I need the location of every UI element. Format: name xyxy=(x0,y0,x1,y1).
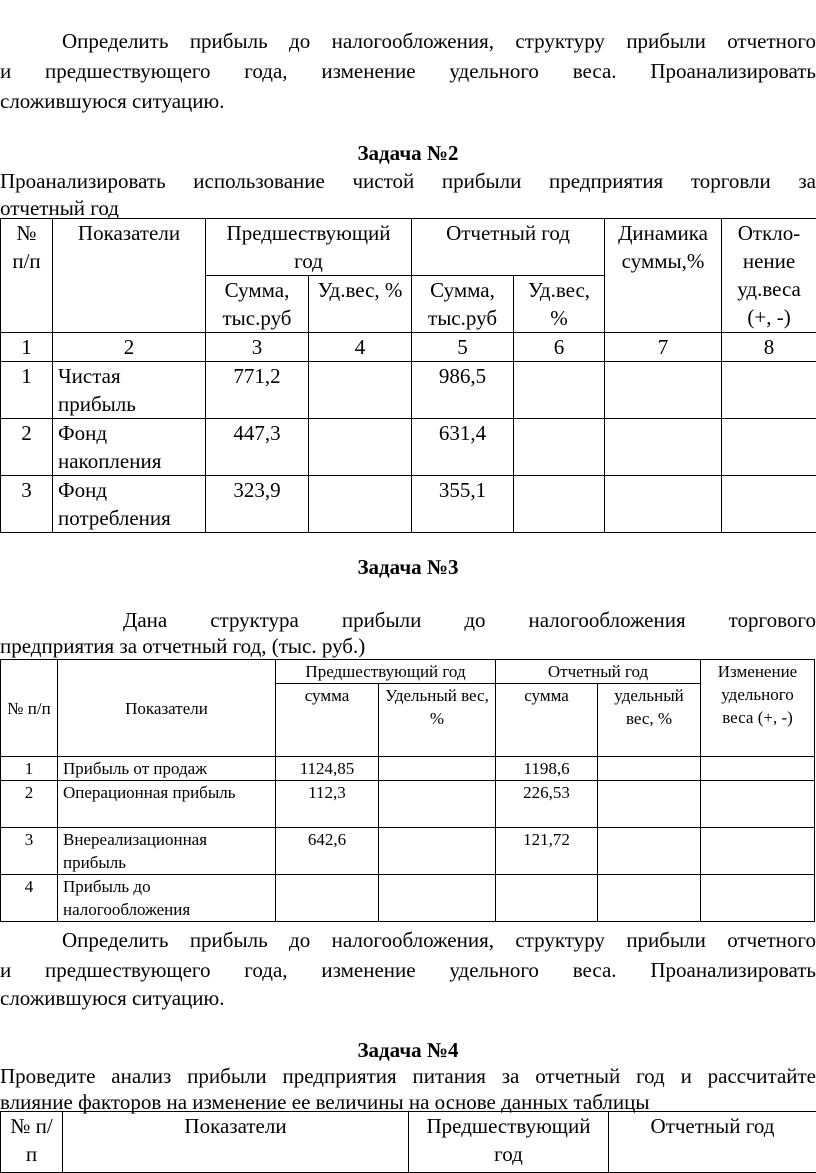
task2-text-line-2: отчетный год xyxy=(0,194,816,222)
task3-heading: Задача №3 xyxy=(0,553,816,581)
row-prev-share xyxy=(379,828,496,875)
table-row xyxy=(1,757,815,781)
row-change xyxy=(701,875,815,922)
row-change xyxy=(701,828,815,875)
table-row xyxy=(1,781,815,828)
header-dynamics: Динамика суммы,% xyxy=(605,219,722,333)
row-rep-sum: 631,4 xyxy=(412,419,514,476)
col-number: 4 xyxy=(309,333,412,362)
header-sum-prev: сумма xyxy=(276,684,379,757)
row-change xyxy=(701,781,815,828)
header-indicators: Показатели xyxy=(58,660,276,757)
col-number: 3 xyxy=(206,333,309,362)
row-number: 3 xyxy=(1,476,53,533)
row-name: Операционная прибыль xyxy=(58,781,276,828)
row-prev-share xyxy=(379,757,496,781)
row-rep-sum: 986,5 xyxy=(412,362,514,419)
header-deviation: Откло-нение уд.веса (+, -) xyxy=(722,219,816,333)
row-number: 3 xyxy=(1,828,58,875)
table-row xyxy=(1,875,815,922)
table-row xyxy=(1,828,815,875)
row-rep-share xyxy=(598,757,701,781)
header-num: № п/п xyxy=(1,219,53,333)
header-prev-year: Предшествующий год xyxy=(206,219,412,276)
row-rep-sum: 226,53 xyxy=(496,781,598,828)
table-header-row xyxy=(1,219,816,276)
row-prev-share xyxy=(379,875,496,922)
col-number: 8 xyxy=(722,333,816,362)
task2-heading: Задача №2 xyxy=(0,139,816,167)
table-header-row xyxy=(1,1112,816,1173)
task3-after-line-3: сложившуюся ситуацию. xyxy=(0,984,816,1012)
row-name: Прибыль до налогообложения xyxy=(58,875,276,922)
header-prev-year: Предшествующий год xyxy=(276,660,496,684)
row-rep-sum xyxy=(496,875,598,922)
row-prev-sum: 447,3 xyxy=(206,419,309,476)
row-prev-share xyxy=(309,362,412,419)
task2-table xyxy=(0,218,816,533)
header-indicators: Показатели xyxy=(53,219,206,333)
header-sum-rep: Сумма, тыс.руб xyxy=(412,276,514,333)
col-number: 2 xyxy=(53,333,206,362)
table-row xyxy=(1,476,816,533)
row-number: 1 xyxy=(1,757,58,781)
row-rep-sum: 1198,6 xyxy=(496,757,598,781)
row-dynamics xyxy=(605,419,722,476)
col-number: 6 xyxy=(514,333,605,362)
intro-line-2: и предшествующего года, изменение удельного веса. Проанализировать xyxy=(0,57,816,85)
row-dynamics xyxy=(605,476,722,533)
row-prev-share xyxy=(309,476,412,533)
header-num: № п/п xyxy=(1,1112,63,1173)
row-rep-share xyxy=(598,828,701,875)
row-name: Чистая прибыль xyxy=(53,362,206,419)
header-num: № п/п xyxy=(1,660,58,757)
row-prev-sum: 771,2 xyxy=(206,362,309,419)
header-report-year: Отчетный год xyxy=(609,1112,816,1173)
row-prev-sum xyxy=(276,875,379,922)
header-share-rep: удельный вес, % xyxy=(598,684,701,757)
task4-heading: Задача №4 xyxy=(0,1036,816,1064)
row-rep-share xyxy=(598,875,701,922)
task4-text-line-2: влияние факторов на изменение ее величины на основе данных таблицы xyxy=(0,1088,816,1116)
row-name: Фонд потребления xyxy=(53,476,206,533)
row-number: 4 xyxy=(1,875,58,922)
task3-text-line-1: Дана структура прибыли до налогообложения торгового xyxy=(0,606,816,634)
task4-text-line-1: Проведите анализ прибыли предприятия питания за отчетный год и рассчитайте xyxy=(0,1062,816,1090)
col-number: 5 xyxy=(412,333,514,362)
header-change: Изменение удельного веса (+, -) xyxy=(701,660,815,757)
header-prev-year: Предшествующий год xyxy=(409,1112,609,1173)
task2-text-line-1: Проанализировать использование чистой прибыли предприятия торговли за xyxy=(0,167,816,195)
task4-table xyxy=(0,1111,816,1173)
task3-table xyxy=(0,659,815,922)
header-share-prev: Уд.вес, % xyxy=(309,276,412,333)
table-header-row xyxy=(1,660,815,684)
header-share-prev: Удельный вес, % xyxy=(379,684,496,757)
row-rep-share xyxy=(598,781,701,828)
row-name: Фонд накопления xyxy=(53,419,206,476)
row-rep-sum: 121,72 xyxy=(496,828,598,875)
row-prev-sum: 642,6 xyxy=(276,828,379,875)
row-prev-share xyxy=(379,781,496,828)
row-change xyxy=(701,757,815,781)
task3-after-line-2: и предшествующего года, изменение удельного веса. Проанализировать xyxy=(0,956,816,984)
table-row xyxy=(1,362,816,419)
task3-text-line-2: предприятия за отчетный год, (тыс. руб.) xyxy=(0,632,816,660)
row-name: Прибыль от продаж xyxy=(58,757,276,781)
row-number: 1 xyxy=(1,362,53,419)
row-deviation xyxy=(722,419,816,476)
header-report-year: Отчетный год xyxy=(412,219,605,276)
header-share-rep: Уд.вес, % xyxy=(514,276,605,333)
header-sum-prev: Сумма, тыс.руб xyxy=(206,276,309,333)
row-number: 2 xyxy=(1,781,58,828)
row-rep-share xyxy=(514,362,605,419)
intro-line-1: Определить прибыль до налогообложения, структуру прибыли отчетного xyxy=(0,27,816,55)
row-prev-sum: 112,3 xyxy=(276,781,379,828)
row-prev-share xyxy=(309,419,412,476)
row-deviation xyxy=(722,362,816,419)
column-number-row xyxy=(1,333,816,362)
row-number: 2 xyxy=(1,419,53,476)
row-rep-share xyxy=(514,419,605,476)
header-report-year: Отчетный год xyxy=(496,660,701,684)
row-rep-share xyxy=(514,476,605,533)
task3-after-line-1: Определить прибыль до налогообложения, структуру прибыли отчетного xyxy=(0,926,816,954)
intro-line-3: сложившуюся ситуацию. xyxy=(0,87,816,115)
row-rep-sum: 355,1 xyxy=(412,476,514,533)
col-number: 7 xyxy=(605,333,722,362)
row-prev-sum: 1124,85 xyxy=(276,757,379,781)
table-row xyxy=(1,419,816,476)
header-sum-rep: сумма xyxy=(496,684,598,757)
header-indicators: Показатели xyxy=(63,1112,409,1173)
col-number: 1 xyxy=(1,333,53,362)
row-prev-sum: 323,9 xyxy=(206,476,309,533)
row-name: Внереализационная прибыль xyxy=(58,828,276,875)
row-dynamics xyxy=(605,362,722,419)
row-deviation xyxy=(722,476,816,533)
